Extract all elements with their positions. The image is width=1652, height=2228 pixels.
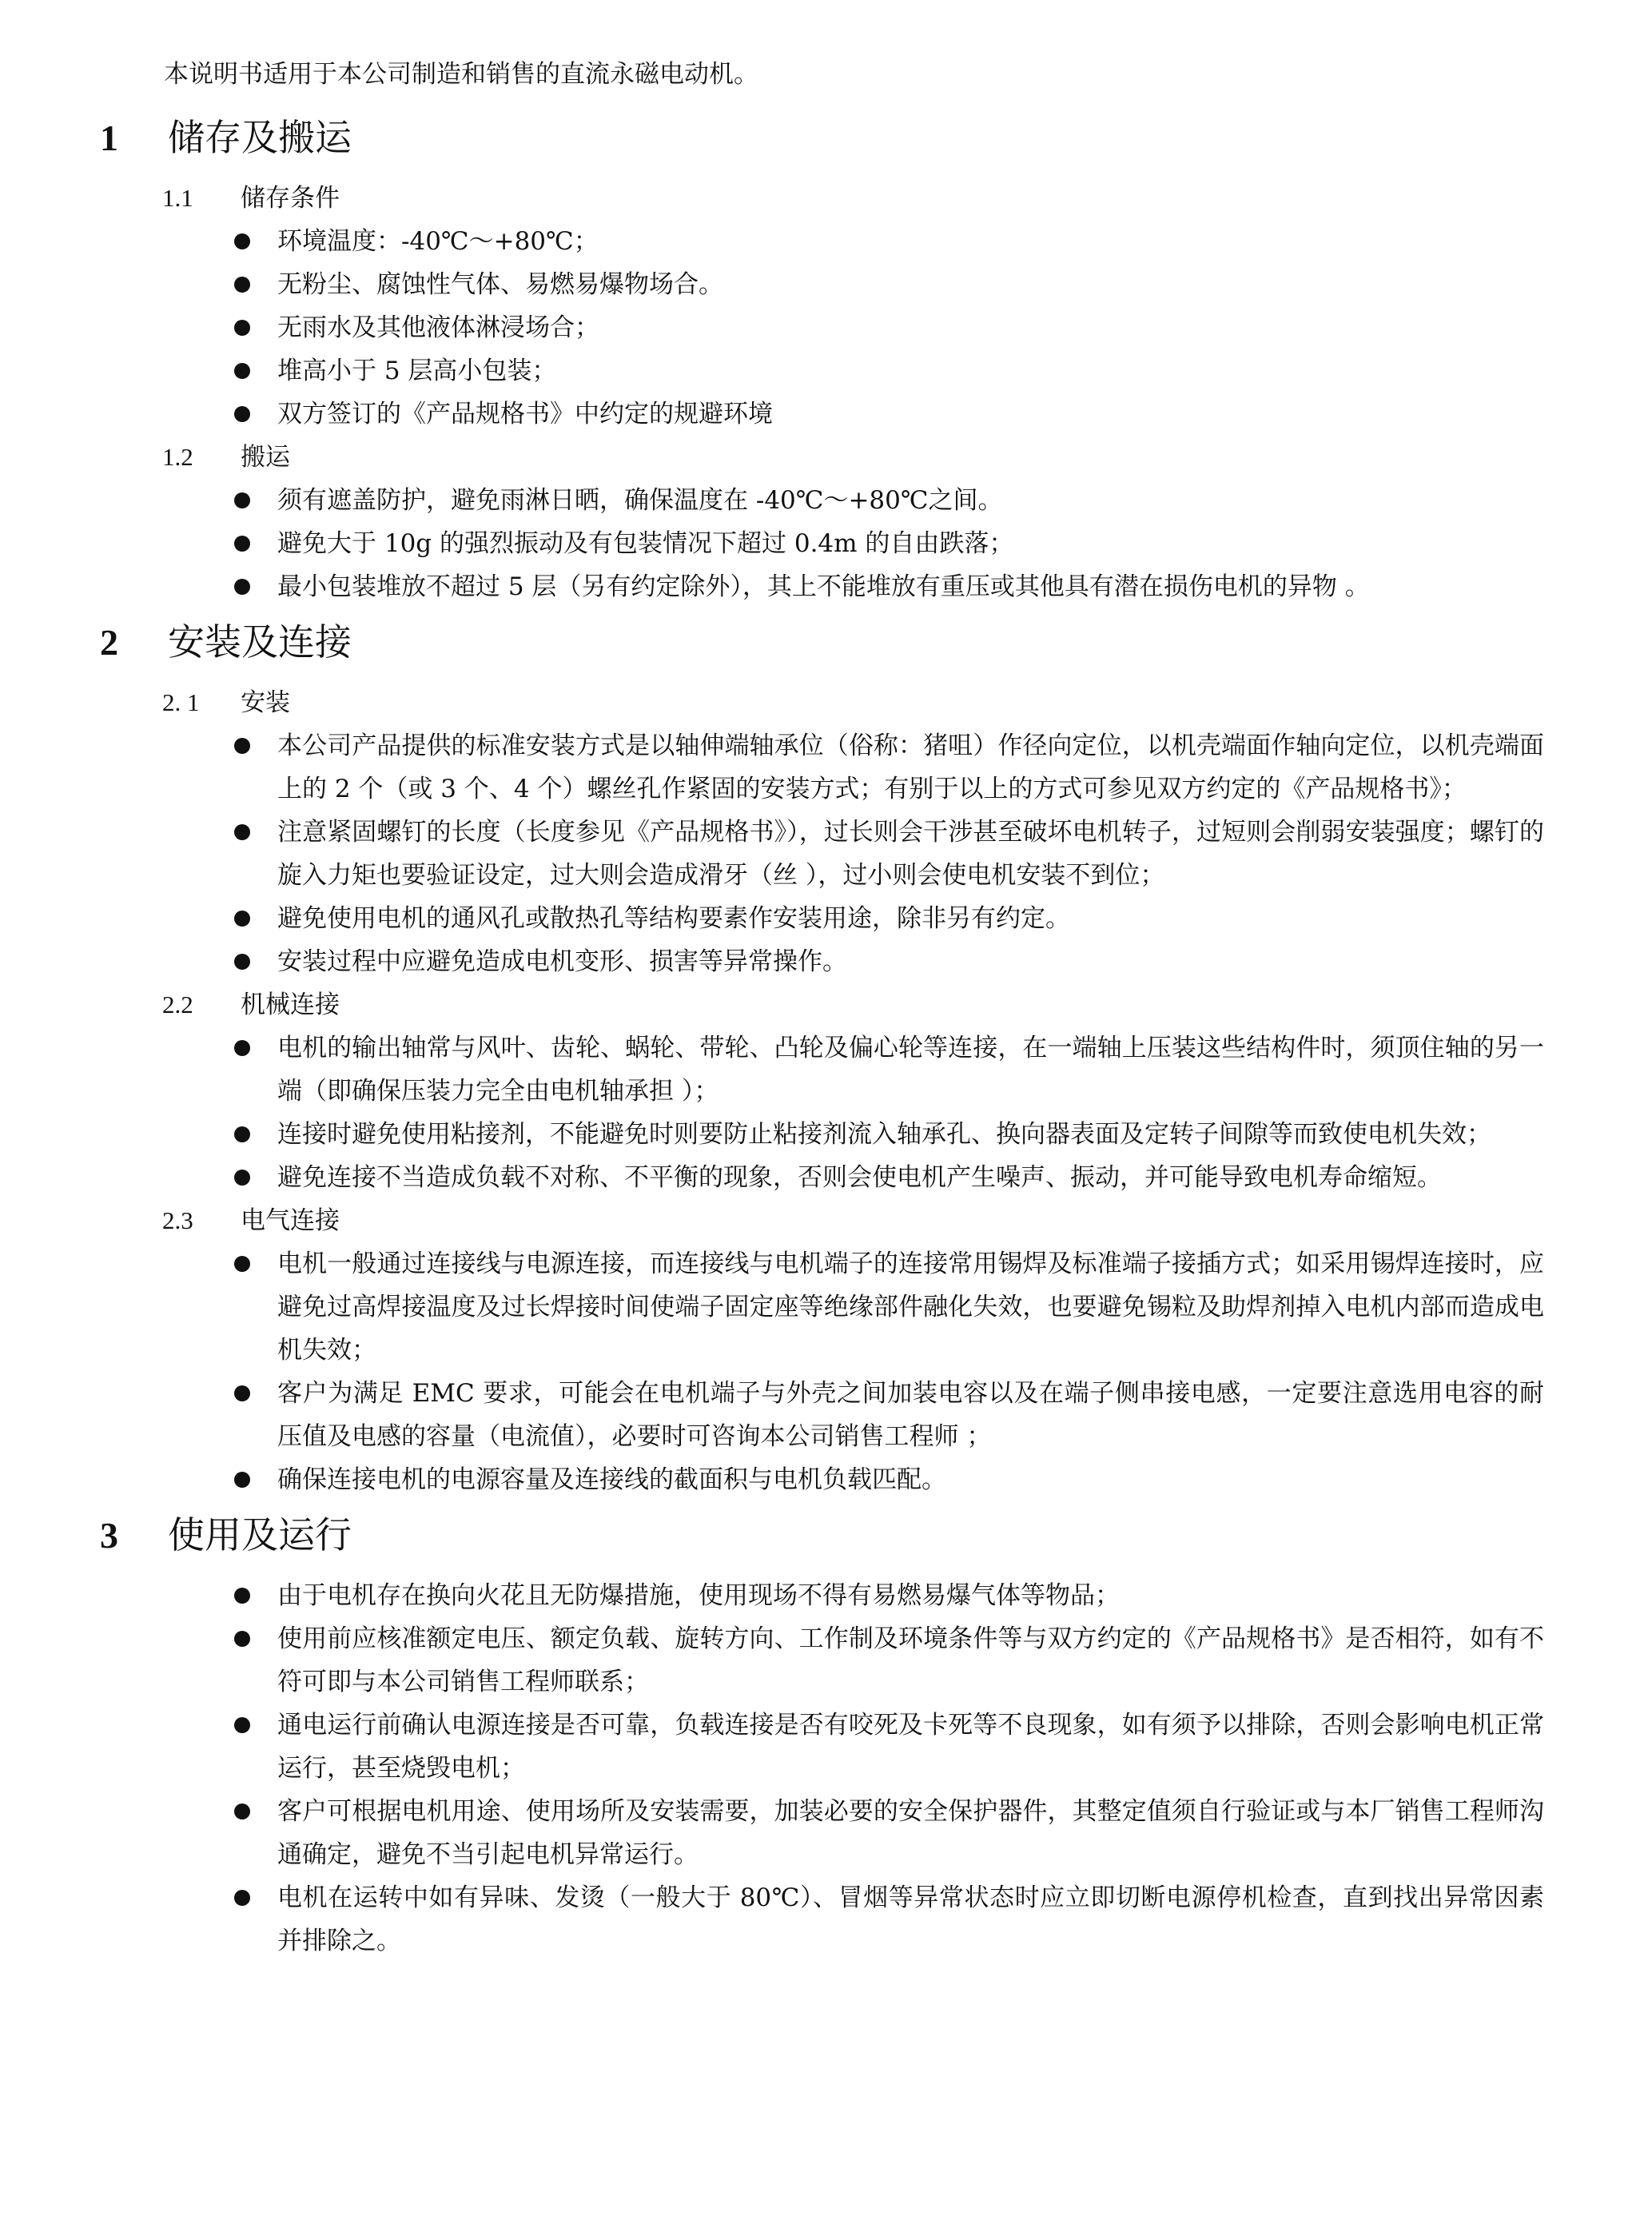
section-heading: [100, 112, 1544, 164]
list-item: 避免大于 10g 的强烈振动及有包装情况下超过 0.4m 的自由跌落；: [234, 522, 1544, 565]
bullet-list: [100, 220, 1544, 436]
bullet-icon: [234, 1890, 250, 1906]
list-item: 电机一般通过连接线与电源连接，而连接线与电机端子的连接常用锡焊及标准端子接插方式；如采用锡焊连接时，应避免过高焊接温度及过长焊接时间使端子固定座等绝缘部件融化失效，也要避免锡粒及助焊剂掉入电机内部而造成电机失效；: [234, 1242, 1544, 1372]
bullet-icon: [234, 579, 250, 595]
bullet-icon: [234, 1256, 250, 1272]
list-item: 使用前应核准额定电压、额定负载、旋转方向、工作制及环境条件等与双方约定的《产品规格书》是否相符，如有不符可即与本公司销售工程师联系；: [234, 1617, 1544, 1704]
list-item: 客户可根据电机用途、使用场所及安装需要，加装必要的安全保护器件，其整定值须自行验证或与本厂销售工程师沟通确定，避免不当引起电机异常运行。: [234, 1790, 1544, 1876]
section-number: 3: [100, 1515, 118, 1556]
list-item: 堆高小于 5 层高小包装；: [234, 349, 1544, 393]
section-title: 安装及连接: [168, 620, 352, 664]
bullet-icon: [234, 1717, 250, 1733]
subsection-number: 1.1: [162, 184, 193, 212]
bullet-icon: [234, 406, 250, 422]
bullet-icon: [234, 277, 250, 293]
section-2: [100, 616, 1544, 1501]
subsection-title: 电气连接: [241, 1206, 340, 1235]
list-item: 避免连接不当造成负载不对称、不平衡的现象，否则会使电机产生噪声、振动，并可能导致电机寿命缩短。: [234, 1156, 1544, 1199]
list-item: 无雨水及其他液体淋浸场合；: [234, 306, 1544, 349]
list-item: 安装过程中应避免造成电机变形、损害等异常操作。: [234, 940, 1544, 983]
section-heading: [100, 616, 1544, 668]
subsection-heading: [162, 983, 1544, 1026]
subsection-heading: [162, 436, 1544, 479]
bullet-icon: [234, 1804, 250, 1819]
subsection-number: 2.2: [162, 990, 193, 1018]
list-item: 电机在运转中如有异味、发烫（一般大于 80℃）、冒烟等异常状态时应立即切断电源停机检查，直到找出异常因素并排除之。: [234, 1876, 1544, 1963]
list-item: 须有遮盖防护，避免雨淋日晒，确保温度在 -40℃～+80℃之间。: [234, 479, 1544, 522]
list-item: 由于电机存在换向火花且无防爆措施，使用现场不得有易燃易爆气体等物品；: [234, 1574, 1544, 1617]
bullet-icon: [234, 824, 250, 840]
bullet-icon: [234, 1385, 250, 1401]
bullet-list: [100, 479, 1544, 608]
document-body: [100, 112, 1544, 1971]
subsection-heading: [162, 681, 1544, 724]
list-item: 避免使用电机的通风孔或散热孔等结构要素作安装用途，除非另有约定。: [234, 897, 1544, 940]
section-1: [100, 112, 1544, 608]
list-item: 客户为满足 EMC 要求，可能会在电机端子与外壳之间加装电容以及在端子侧串接电感，一定要注意选用电容的耐压值及电感的容量（电流值），必要时可咨询本公司销售工程师 ；: [234, 1372, 1544, 1458]
subsection-number: 1.2: [162, 443, 193, 471]
list-item: 最小包装堆放不超过 5 层（另有约定除外），其上不能堆放有重压或其他具有潜在损伤电机的异物 。: [234, 565, 1544, 608]
bullet-icon: [234, 911, 250, 927]
bullet-icon: [234, 1170, 250, 1186]
bullet-icon: [234, 1588, 250, 1604]
bullet-list: [100, 1574, 1544, 1963]
list-item: 本公司产品提供的标准安装方式是以轴伸端轴承位（俗称：猪咀）作径向定位，以机壳端面作轴向定位，以机壳端面上的 2 个（或 3 个、4 个）螺丝孔作紧固的安装方式；有别于以上的方式可参见双方约定的《产品规格书》；: [234, 724, 1544, 811]
bullet-list: [100, 1026, 1544, 1199]
bullet-icon: [234, 1126, 250, 1142]
bullet-icon: [234, 320, 250, 336]
section-title: 使用及运行: [168, 1513, 352, 1556]
bullet-icon: [234, 492, 250, 508]
bullet-icon: [234, 1631, 250, 1647]
list-item: 注意紧固螺钉的长度（长度参见《产品规格书》），过长则会干涉甚至破坏电机转子，过短则会削弱安装强度；螺钉的旋入力矩也要验证设定，过大则会造成滑牙（丝 ），过小则会使电机安装不到位；: [234, 811, 1544, 897]
section-number: 2: [100, 622, 118, 663]
list-item: 通电运行前确认电源连接是否可靠，负载连接是否有咬死及卡死等不良现象，如有须予以排除，否则会影响电机正常运行，甚至烧毁电机；: [234, 1704, 1544, 1790]
bullet-icon: [234, 738, 250, 754]
subsection-title: 机械连接: [241, 990, 340, 1019]
list-item: 确保连接电机的电源容量及连接线的截面积与电机负载匹配。: [234, 1458, 1544, 1501]
list-item: 双方签订的《产品规格书》中约定的规避环境: [234, 393, 1544, 436]
subsection-number: 2.3: [162, 1206, 193, 1234]
subsection-title: 搬运: [241, 443, 290, 472]
intro-text: 本说明书适用于本公司制造和销售的直流永磁电动机。: [164, 60, 758, 89]
bullet-icon: [234, 954, 250, 970]
section-3: [100, 1509, 1544, 1963]
bullet-icon: [234, 233, 250, 249]
section-number: 1: [100, 118, 118, 158]
subsection-number: 2. 1: [162, 688, 200, 716]
subsection-title: 储存条件: [241, 184, 340, 213]
bullet-icon: [234, 1040, 250, 1056]
subsection-title: 安装: [241, 688, 290, 717]
section-heading: [100, 1509, 1544, 1561]
subsection-heading: [162, 177, 1544, 220]
bullet-list: [100, 724, 1544, 983]
bullet-list: [100, 1242, 1544, 1501]
bullet-icon: [234, 1472, 250, 1488]
list-item: 连接时避免使用粘接剂，不能避免时则要防止粘接剂流入轴承孔、换向器表面及定转子间隙等而致使电机失效；: [234, 1113, 1544, 1156]
subsection-heading: [162, 1199, 1544, 1242]
section-title: 储存及搬运: [168, 116, 352, 159]
bullet-icon: [234, 536, 250, 552]
list-item: 环境温度：-40℃～+80℃；: [234, 220, 1544, 263]
bullet-icon: [234, 363, 250, 379]
list-item: 无粉尘、腐蚀性气体、易燃易爆物场合。: [234, 263, 1544, 306]
list-item: 电机的输出轴常与风叶、齿轮、蜗轮、带轮、凸轮及偏心轮等连接，在一端轴上压装这些结构件时，须顶住轴的另一端（即确保压装力完全由电机轴承担 ）；: [234, 1026, 1544, 1113]
